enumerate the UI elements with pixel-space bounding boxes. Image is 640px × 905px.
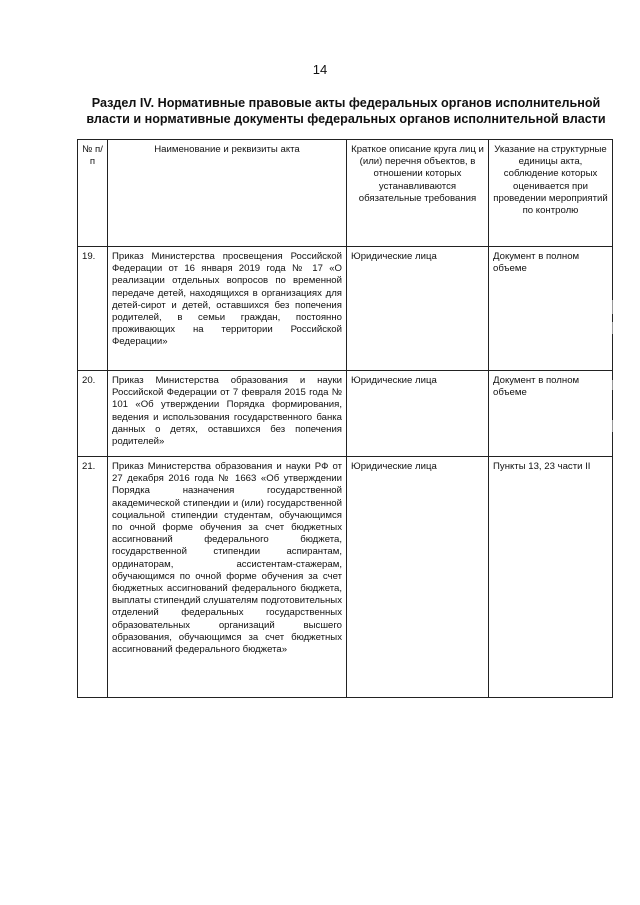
- scan-mark: [612, 300, 613, 314]
- row-num: 20.: [78, 371, 108, 457]
- header-desc: Краткое описание круга лиц и (или) перечня объектов, в отношении которых устанавливаются обязательные требования: [347, 140, 489, 247]
- section-title-line-2: власти и нормативные документы федеральных органов исполнительной власти: [86, 112, 606, 126]
- scan-mark: [612, 420, 613, 432]
- acts-table: [77, 139, 613, 698]
- row-desc: Юридические лица: [347, 247, 489, 371]
- table-header-row: [78, 140, 613, 247]
- header-scope: Указание на структурные единицы акта, соблюдение которых оценивается при проведении мероприятий по контролю: [489, 140, 613, 247]
- section-title: [78, 95, 614, 127]
- row-scope: Пункты 13, 23 части II: [489, 457, 613, 698]
- row-num: 19.: [78, 247, 108, 371]
- header-num: № п/п: [78, 140, 108, 247]
- section-title-line-1: Раздел IV. Нормативные правовые акты федеральных органов исполнительной: [91, 96, 601, 110]
- row-act-name: Приказ Министерства образования и науки Российской Федерации от 7 февраля 2015 года № 101 «Об утверждении Порядка формирования, ведения и использования государственного банка данных о детях, оставшихся без попечения родителей»: [108, 371, 347, 457]
- row-scope: Документ в полном объеме: [489, 247, 613, 371]
- scan-mark: [612, 322, 613, 334]
- row-act-name: Приказ Министерства образования и науки РФ от 27 декабря 2016 года № 1663 «Об утверждении Порядка назначения государственной академической стипендии и (или) государственной социальной стипендии студентам, обучающимся по очной форме обучения за счет бюджетных ассигнований федерального бюджета, государственной стипендии аспирантам, ординаторам, ассистентам-стажерам, обучающимся по очной форме обучения за счет бюджетных ассигнований федерального бюджета, выплаты стипендий слушателям подготовительных отделений федеральных государственных образовательных организаций высшего образования, обучающимся за счет бюджетных ассигнований федерального бюджета»: [108, 457, 347, 698]
- table-row: [78, 247, 613, 371]
- scan-mark: [612, 380, 613, 390]
- row-desc: Юридические лица: [347, 371, 489, 457]
- row-num: 21.: [78, 457, 108, 698]
- row-desc: Юридические лица: [347, 457, 489, 698]
- page-number: 14: [312, 62, 328, 77]
- table-row: [78, 457, 613, 698]
- header-name: Наименование и реквизиты акта: [108, 140, 347, 247]
- row-scope: Документ в полном объеме: [489, 371, 613, 457]
- table-row: [78, 371, 613, 457]
- row-act-name: Приказ Министерства просвещения Российской Федерации от 16 января 2019 года № 17 «О реализации отдельных вопросов по временной передаче детей, находящихся в организациях для детей-сирот и детей, оставшихся без попечения родителей, в семьи граждан, постоянно проживающих на территории Российской Федерации»: [108, 247, 347, 371]
